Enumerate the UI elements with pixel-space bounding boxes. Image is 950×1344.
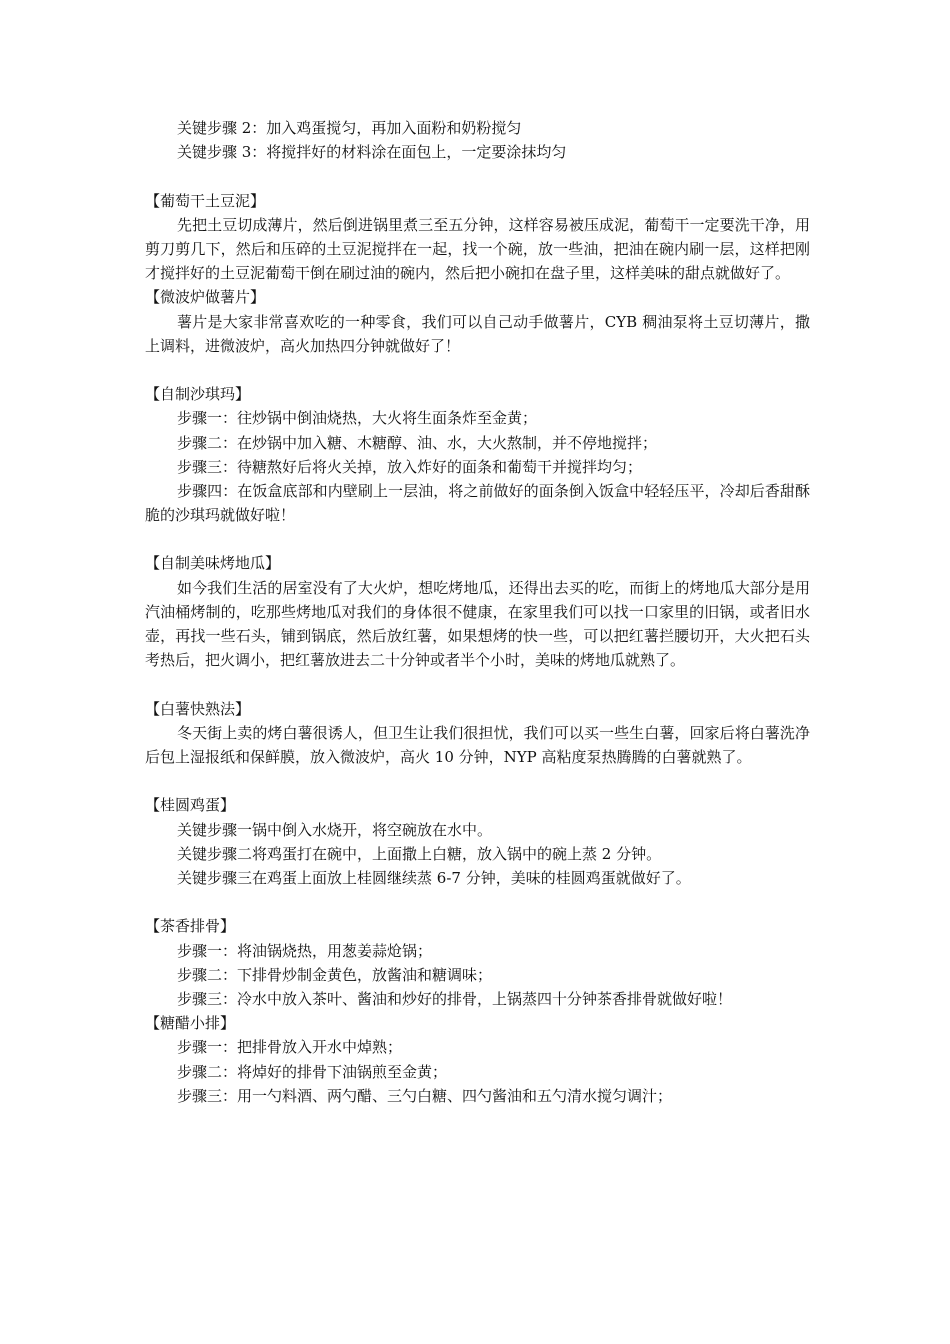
section-text: 薯片是大家非常喜欢吃的一种零食，我们可以自己动手做薯片，CYB 稠油泵将土豆切薄片，撒上调料，进微波炉，高火加热四分钟就做好了！ xyxy=(145,312,810,355)
step-line: 关键步骤一锅中倒入水烧开，将空碗放在水中。 xyxy=(177,820,493,839)
section-sweet-sour-ribs xyxy=(145,1011,810,1108)
section-raisin-potato xyxy=(145,189,810,286)
intro-step-3: 关键步骤 3：将搅拌好的材料涂在面包上，一定要涂抹均匀 xyxy=(177,143,567,162)
section-sachima xyxy=(145,382,810,527)
section-text: 冬天街上卖的烤白薯很诱人，但卫生让我们很担忧，我们可以买一些生白薯，回家后将白薯洗净后包上湿报纸和保鲜膜，放入微波炉，高火 10 分钟，NYP 高粘度泵热腾腾的白薯就熟了。 xyxy=(145,723,810,767)
section-white-potato xyxy=(145,697,810,770)
spacer xyxy=(145,164,810,188)
section-tea-ribs xyxy=(145,914,810,1011)
step-line: 步骤三：待糖熬好后将火关掉，放入炸好的面条和葡萄干并搅拌均匀； xyxy=(177,457,643,476)
section-text: 如今我们生活的居室没有了大火炉，想吃烤地瓜，还得出去买的吃，而街上的烤地瓜大部分是用汽油桶烤制的，吃那些烤地瓜对我们的身体很不健康，在家里我们可以找一口家里的旧锅，或者旧水壶，再找一些石头，铺到锅底，然后放红薯，如果想烤的快一些，可以把红薯拦腰切开，大火把石头考热后，把火调小，把红薯放进去二十分钟或者半个小时，美味的烤地瓜就熟了。 xyxy=(145,578,810,670)
spacer xyxy=(145,358,810,382)
section-text: 先把土豆切成薄片，然后倒进锅里煮三至五分钟，这样容易被压成泥，葡萄干一定要洗干净，用剪刀剪几下，然后和压碎的土豆泥搅拌在一起，找一个碗，放一些油，把油在碗内刷一层，这样把刚才搅拌好的土豆泥葡萄干倒在刷过油的碗内，然后把小碗扣在盘子里，这样美味的甜点就做好了。 xyxy=(145,215,810,283)
section-title: 【自制美味烤地瓜】 xyxy=(145,554,281,573)
section-title: 【白薯快熟法】 xyxy=(145,699,251,718)
spacer xyxy=(145,890,810,914)
section-title: 【葡萄干土豆泥】 xyxy=(145,191,266,210)
step-line: 步骤二：在炒锅中加入糖、木糖醇、油、水，大火熬制，并不停地搅拌； xyxy=(177,433,658,452)
step-line: 步骤三：冷水中放入茶叶、酱油和炒好的排骨，上锅蒸四十分钟茶香排骨就做好啦！ xyxy=(177,989,733,1008)
step-line: 步骤一：往炒锅中倒油烧热，大火将生面条炸至金黄； xyxy=(177,409,538,428)
section-title: 【桂圆鸡蛋】 xyxy=(145,796,236,815)
step-line: 关键步骤三在鸡蛋上面放上桂圆继续蒸 6-7 分钟，美味的桂圆鸡蛋就做好了。 xyxy=(177,869,691,888)
spacer xyxy=(145,672,810,696)
step-line: 步骤一：将油锅烧热，用葱姜蒜炝锅； xyxy=(177,941,433,960)
spacer xyxy=(145,769,810,793)
document-body xyxy=(145,116,810,1108)
step-line: 步骤二：将焯好的排骨下油锅煎至金黄； xyxy=(177,1062,448,1081)
section-title: 【自制沙琪玛】 xyxy=(145,385,251,404)
spacer xyxy=(145,527,810,551)
step-line: 步骤一：把排骨放入开水中焯熟； xyxy=(177,1038,403,1057)
section-title: 【茶香排骨】 xyxy=(145,917,236,936)
step-line: 关键步骤二将鸡蛋打在碗中，上面撒上白糖，放入锅中的碗上蒸 2 分钟。 xyxy=(177,844,662,863)
section-title: 【微波炉做薯片】 xyxy=(145,288,266,307)
section-sweet-potato xyxy=(145,551,810,672)
intro-step-2: 关键步骤 2：加入鸡蛋搅匀，再加入面粉和奶粉搅匀 xyxy=(177,119,522,137)
section-microwave-chips xyxy=(145,285,810,358)
step-line: 步骤二：下排骨炒制金黄色，放酱油和糖调味； xyxy=(177,965,493,984)
section-longan-egg xyxy=(145,793,810,890)
step-line: 步骤四：在饭盒底部和内壁刷上一层油，将之前做好的面条倒入饭盒中轻轻压平，冷却后香甜酥脆的沙琪玛就做好啦！ xyxy=(145,481,810,525)
section-title: 【糖醋小排】 xyxy=(145,1014,236,1033)
step-line: 步骤三：用一勺料酒、两勺醋、三勺白糖、四勺酱油和五勺清水搅匀调汁； xyxy=(177,1086,673,1105)
